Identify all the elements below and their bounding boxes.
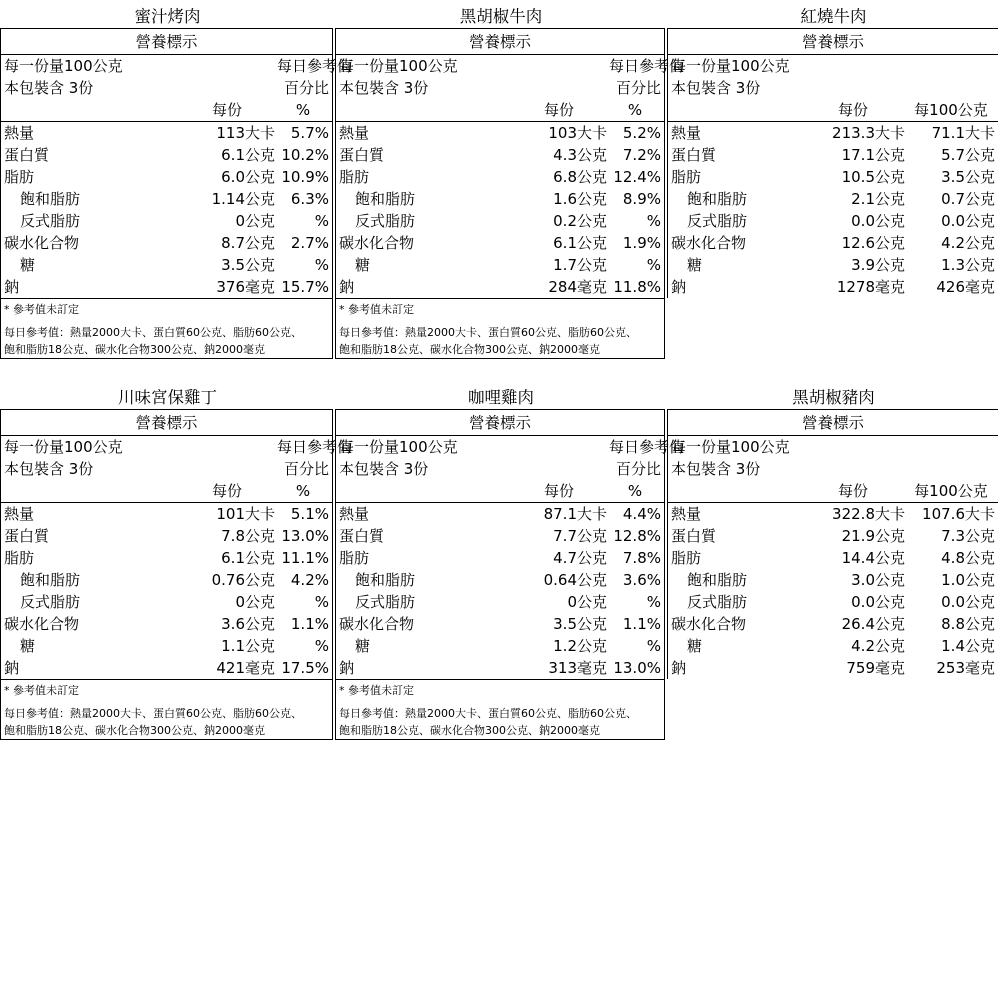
nutrient-row (1, 254, 332, 276)
nutrient-name: 碳水化合物 (4, 234, 80, 252)
footnote-line-1: 每日參考值：熱量2000大卡、蛋白質60公克、脂肪60公克、 (339, 707, 637, 720)
footnote-line-2: 飽和脂肪18公克、碳水化合物300公克、鈉2000毫克 (4, 724, 265, 737)
nutrient-value-second: % (646, 212, 661, 230)
nutrient-row (668, 613, 998, 635)
nutrient-value-serving: 87.1大卡 (543, 505, 607, 523)
nutrient-value-serving: 4.7公克 (553, 549, 607, 567)
nutrient-name: 鈉 (671, 278, 687, 296)
nutrient-name: 飽和脂肪 (355, 190, 416, 208)
nutrient-name: 脂肪 (4, 549, 35, 567)
nutrient-list (1, 503, 332, 679)
nutrient-value-serving: 284毫克 (548, 278, 607, 296)
servings-per-pack-label: 本包裝含 3份 (339, 79, 429, 97)
nutrient-value-second: 15.7% (281, 278, 329, 296)
column-header-per-serving: 每份 (543, 482, 574, 500)
nutrient-name: 脂肪 (671, 168, 702, 186)
nutrient-row (336, 276, 664, 298)
nutrient-name: 飽和脂肪 (355, 571, 416, 589)
serving-size-row (336, 55, 685, 77)
nutrient-value-second: 1.3公克 (941, 256, 995, 274)
nutrient-row (336, 166, 664, 188)
column-header-second: 每100公克 (914, 101, 988, 119)
nutrient-name: 反式脂肪 (355, 212, 416, 230)
nutrient-name: 熱量 (671, 505, 702, 523)
nutrient-row (336, 254, 664, 276)
nutrient-value-serving: 7.8公克 (221, 527, 275, 545)
column-header-row (336, 99, 664, 122)
serving-size-label: 每一份量100公克 (671, 438, 790, 456)
footnote-asterisk: * 參考值未訂定 (4, 684, 79, 697)
servings-per-pack-label: 本包裝含 3份 (671, 79, 761, 97)
column-header-row (668, 99, 998, 122)
nutrient-name: 反式脂肪 (355, 593, 416, 611)
nutrient-value-second: 0.7公克 (941, 190, 995, 208)
nutrient-value-serving: 0.0公克 (851, 593, 905, 611)
nutrient-value-serving: 14.4公克 (841, 549, 905, 567)
nutrient-value-second: % (646, 637, 661, 655)
footnote-line-2: 飽和脂肪18公克、碳水化合物300公克、鈉2000毫克 (339, 724, 600, 737)
nutrition-facts-heading: 營養標示 (668, 29, 998, 55)
nutrient-value-second: 6.3% (290, 190, 329, 208)
nutrient-value-serving: 113大卡 (216, 124, 275, 142)
daily-ref-label-top: 每日參考值 (277, 438, 353, 456)
nutrient-row (336, 525, 664, 547)
nutrient-value-second: 12.8% (613, 527, 661, 545)
nutrient-value-serving: 376毫克 (216, 278, 275, 296)
product-title: 黑胡椒豬肉 (792, 388, 875, 407)
nutrient-name: 鈉 (339, 278, 355, 296)
servings-per-pack-label: 本包裝含 3份 (4, 79, 94, 97)
nutrient-row (668, 525, 998, 547)
nutrient-value-second: 10.9% (281, 168, 329, 186)
nutrient-value-second: 10.2% (281, 146, 329, 164)
row-spacer (0, 359, 1000, 381)
nutrient-value-serving: 0.76公克 (211, 571, 275, 589)
nutrient-value-serving: 4.3公克 (553, 146, 607, 164)
nutrient-value-second: % (314, 593, 329, 611)
nutrition-facts-box (667, 409, 998, 679)
footnote-asterisk: * 參考值未訂定 (339, 303, 414, 316)
footnote-block (336, 298, 664, 358)
nutrient-row (336, 210, 664, 232)
nutrient-row (1, 657, 332, 679)
nutrient-row (1, 144, 332, 166)
nutrient-row (668, 232, 998, 254)
nutrition-facts-box (335, 28, 685, 359)
nutrient-name: 碳水化合物 (671, 234, 747, 252)
nutrient-name: 鈉 (4, 278, 20, 296)
column-header-second: % (627, 101, 643, 119)
column-header-per-serving: 每份 (211, 482, 242, 500)
nutrient-value-second: 11.1% (281, 549, 329, 567)
nutrition-facts-heading: 營養標示 (336, 29, 664, 55)
nutrient-row (336, 569, 664, 591)
nutrient-name: 碳水化合物 (339, 615, 415, 633)
nutrient-name: 飽和脂肪 (687, 190, 748, 208)
nutrient-name: 蛋白質 (339, 527, 385, 545)
nutrient-row (668, 547, 998, 569)
servings-per-pack-row (668, 77, 998, 99)
nutrient-row (1, 569, 332, 591)
nutrient-name: 飽和脂肪 (20, 571, 81, 589)
nutrient-name: 鈉 (339, 659, 355, 677)
nutrient-name: 糖 (687, 256, 703, 274)
nutrient-value-second: % (646, 593, 661, 611)
nutrient-value-second: 426毫克 (936, 278, 995, 296)
nutrient-value-serving: 2.1公克 (851, 190, 905, 208)
nutrient-value-serving: 1.2公克 (553, 637, 607, 655)
nutrient-value-second: % (314, 637, 329, 655)
servings-per-pack-row (336, 458, 664, 480)
nutrient-value-second: 7.3公克 (941, 527, 995, 545)
footnote-line-1: 每日參考值：熱量2000大卡、蛋白質60公克、脂肪60公克、 (339, 326, 637, 339)
nutrient-value-second: 13.0% (613, 659, 661, 677)
nutrient-value-serving: 6.1公克 (221, 549, 275, 567)
nutrient-row (1, 210, 332, 232)
nutrient-row (668, 276, 998, 298)
column-header-second: 每100公克 (914, 482, 988, 500)
nutrient-value-serving: 3.5公克 (221, 256, 275, 274)
nutrient-value-second: 13.0% (281, 527, 329, 545)
nutrient-value-serving: 0.64公克 (543, 571, 607, 589)
product-title: 紅燒牛肉 (800, 7, 867, 26)
nutrient-row (336, 635, 664, 657)
column-header-second: % (627, 482, 643, 500)
daily-ref-label-bottom: 百分比 (615, 460, 661, 478)
nutrient-row (1, 503, 332, 525)
servings-per-pack-row (336, 77, 664, 99)
nutrient-value-serving: 1.7公克 (553, 256, 607, 274)
nutrition-panel (0, 0, 353, 359)
nutrient-value-serving: 6.8公克 (553, 168, 607, 186)
nutrient-value-serving: 21.9公克 (841, 527, 905, 545)
nutrition-facts-box (0, 409, 353, 740)
nutrient-name: 碳水化合物 (339, 234, 415, 252)
nutrient-value-second: 7.8% (622, 549, 661, 567)
nutrition-facts-heading: 營養標示 (1, 29, 332, 55)
nutrient-name: 脂肪 (339, 549, 370, 567)
column-header-second: % (295, 101, 311, 119)
nutrient-name: 鈉 (671, 659, 687, 677)
nutrient-name: 糖 (355, 637, 371, 655)
nutrient-value-second: 0.0公克 (941, 593, 995, 611)
nutrient-value-second: 71.1大卡 (931, 124, 995, 142)
nutrient-value-serving: 6.1公克 (553, 234, 607, 252)
nutrient-value-second: 3.6% (622, 571, 661, 589)
nutrient-value-second: % (646, 256, 661, 274)
nutrient-value-second: 7.2% (622, 146, 661, 164)
nutrient-row (1, 635, 332, 657)
nutrient-value-serving: 421毫克 (216, 659, 275, 677)
nutrient-list (668, 503, 998, 679)
nutrient-name: 熱量 (671, 124, 702, 142)
nutrient-name: 蛋白質 (4, 527, 50, 545)
nutrition-facts-heading: 營養標示 (1, 410, 332, 436)
nutrition-panel (335, 381, 685, 740)
nutrient-value-second: 5.7% (290, 124, 329, 142)
nutrient-value-second: % (314, 256, 329, 274)
column-header-row (1, 99, 332, 122)
nutrient-value-serving: 213.3大卡 (832, 124, 905, 142)
nutrient-list (336, 503, 664, 679)
nutrient-row (336, 503, 664, 525)
column-header-per-serving: 每份 (837, 482, 868, 500)
serving-size-label: 每一份量100公克 (671, 57, 790, 75)
nutrient-row (1, 166, 332, 188)
column-header-per-serving: 每份 (211, 101, 242, 119)
nutrient-value-serving: 6.1公克 (221, 146, 275, 164)
nutrient-value-second: 253毫克 (936, 659, 995, 677)
column-header-row (1, 480, 332, 503)
nutrient-name: 蛋白質 (339, 146, 385, 164)
nutrient-name: 脂肪 (339, 168, 370, 186)
daily-ref-label-bottom: 百分比 (283, 460, 329, 478)
nutrient-value-serving: 0.0公克 (851, 212, 905, 230)
footnote-line-2: 飽和脂肪18公克、碳水化合物300公克、鈉2000毫克 (4, 343, 265, 356)
nutrient-row (668, 144, 998, 166)
nutrient-value-second: % (314, 212, 329, 230)
nutrient-value-serving: 17.1公克 (841, 146, 905, 164)
nutrient-name: 脂肪 (4, 168, 35, 186)
nutrient-row (1, 547, 332, 569)
nutrient-value-serving: 3.9公克 (851, 256, 905, 274)
nutrient-name: 反式脂肪 (687, 212, 748, 230)
footnote-block (336, 679, 664, 739)
nutrient-value-second: 4.8公克 (941, 549, 995, 567)
nutrient-value-serving: 103大卡 (548, 124, 607, 142)
nutrient-value-serving: 3.0公克 (851, 571, 905, 589)
nutrient-row (336, 232, 664, 254)
daily-ref-label-top: 每日參考值 (609, 438, 685, 456)
footnote-asterisk: * 參考值未訂定 (4, 303, 79, 316)
daily-ref-label-bottom: 百分比 (283, 79, 329, 97)
nutrient-value-second: 1.1% (290, 615, 329, 633)
serving-size-row (1, 55, 353, 77)
nutrient-value-second: 3.5公克 (941, 168, 995, 186)
nutrient-row (668, 635, 998, 657)
serving-size-row (336, 436, 685, 458)
serving-size-label: 每一份量100公克 (339, 57, 458, 75)
nutrient-value-serving: 1278毫克 (836, 278, 905, 296)
footnote-asterisk: * 參考值未訂定 (339, 684, 414, 697)
nutrition-panel (667, 0, 1000, 359)
nutrient-row (1, 122, 332, 144)
nutrient-value-second: 17.5% (281, 659, 329, 677)
label-row-1 (0, 0, 1000, 359)
nutrient-value-second: 1.1% (622, 615, 661, 633)
nutrient-row (668, 166, 998, 188)
nutrient-value-second: 1.4公克 (941, 637, 995, 655)
nutrient-row (336, 547, 664, 569)
nutrient-value-serving: 322.8大卡 (832, 505, 905, 523)
nutrient-name: 熱量 (4, 124, 35, 142)
nutrient-value-serving: 0公克 (235, 212, 275, 230)
nutrient-value-serving: 10.5公克 (841, 168, 905, 186)
footnote-block (1, 679, 332, 739)
nutrient-value-second: 4.2公克 (941, 234, 995, 252)
footnote-block (1, 298, 332, 358)
nutrient-value-second: 4.4% (622, 505, 661, 523)
column-header-per-serving: 每份 (543, 101, 574, 119)
nutrient-name: 熱量 (339, 505, 370, 523)
nutrient-value-serving: 1.6公克 (553, 190, 607, 208)
column-header-row (668, 480, 998, 503)
serving-size-label: 每一份量100公克 (339, 438, 458, 456)
nutrition-facts-heading: 營養標示 (668, 410, 998, 436)
nutrient-name: 蛋白質 (671, 527, 717, 545)
nutrient-name: 熱量 (4, 505, 35, 523)
nutrient-row (336, 613, 664, 635)
nutrition-facts-heading: 營養標示 (336, 410, 664, 436)
nutrient-value-second: 12.4% (613, 168, 661, 186)
nutrient-name: 蛋白質 (4, 146, 50, 164)
nutrient-value-second: 5.1% (290, 505, 329, 523)
nutrient-value-serving: 101大卡 (216, 505, 275, 523)
nutrient-row (1, 591, 332, 613)
nutrient-name: 糖 (687, 637, 703, 655)
nutrient-value-serving: 0公克 (567, 593, 607, 611)
nutrient-value-second: 0.0公克 (941, 212, 995, 230)
nutrient-list (336, 122, 664, 298)
serving-size-row (668, 55, 998, 77)
nutrient-value-serving: 759毫克 (846, 659, 905, 677)
nutrient-row (668, 503, 998, 525)
nutrient-value-serving: 3.5公克 (553, 615, 607, 633)
nutrition-panel (0, 381, 353, 740)
serving-size-label: 每一份量100公克 (4, 57, 123, 75)
nutrient-value-serving: 1.1公克 (221, 637, 275, 655)
servings-per-pack-row (1, 458, 332, 480)
daily-ref-label-bottom: 百分比 (615, 79, 661, 97)
nutrient-name: 飽和脂肪 (687, 571, 748, 589)
nutrient-name: 糖 (355, 256, 371, 274)
nutrient-row (668, 591, 998, 613)
nutrient-name: 脂肪 (671, 549, 702, 567)
nutrient-name: 蛋白質 (671, 146, 717, 164)
nutrition-panel (335, 0, 685, 359)
nutrient-row (1, 525, 332, 547)
nutrient-name: 糖 (20, 637, 36, 655)
nutrient-row (668, 210, 998, 232)
nutrient-row (668, 188, 998, 210)
servings-per-pack-label: 本包裝含 3份 (4, 460, 94, 478)
nutrient-row (336, 657, 664, 679)
nutrient-name: 碳水化合物 (671, 615, 747, 633)
nutrient-row (668, 122, 998, 144)
nutrient-value-second: 8.8公克 (941, 615, 995, 633)
nutrient-value-serving: 313毫克 (548, 659, 607, 677)
nutrient-name: 反式脂肪 (20, 593, 81, 611)
nutrient-value-serving: 0公克 (235, 593, 275, 611)
nutrient-row (668, 254, 998, 276)
nutrient-value-serving: 6.0公克 (221, 168, 275, 186)
nutrition-panel (667, 381, 1000, 740)
nutrient-row (1, 613, 332, 635)
nutrient-value-second: 5.7公克 (941, 146, 995, 164)
nutrient-row (336, 122, 664, 144)
column-header-per-serving: 每份 (837, 101, 868, 119)
nutrient-name: 反式脂肪 (20, 212, 81, 230)
nutrient-value-serving: 1.14公克 (211, 190, 275, 208)
nutrient-name: 鈉 (4, 659, 20, 677)
nutrient-value-serving: 3.6公克 (221, 615, 275, 633)
nutrient-value-second: 1.9% (622, 234, 661, 252)
nutrient-value-second: 11.8% (613, 278, 661, 296)
serving-size-label: 每一份量100公克 (4, 438, 123, 456)
servings-per-pack-label: 本包裝含 3份 (671, 460, 761, 478)
nutrition-facts-box (0, 28, 353, 359)
nutrient-name: 反式脂肪 (687, 593, 748, 611)
nutrient-name: 飽和脂肪 (20, 190, 81, 208)
label-row-2 (0, 381, 1000, 740)
nutrient-value-second: 5.2% (622, 124, 661, 142)
nutrient-value-second: 4.2% (290, 571, 329, 589)
nutrient-value-serving: 0.2公克 (553, 212, 607, 230)
nutrient-list (1, 122, 332, 298)
product-title: 川味宮保雞丁 (118, 388, 217, 407)
nutrient-value-second: 1.0公克 (941, 571, 995, 589)
nutrient-row (1, 232, 332, 254)
nutrition-facts-box (667, 28, 998, 298)
product-title: 蜜汁烤肉 (134, 7, 201, 26)
footnote-line-2: 飽和脂肪18公克、碳水化合物300公克、鈉2000毫克 (339, 343, 600, 356)
nutrient-value-second: 8.9% (622, 190, 661, 208)
nutrient-value-serving: 26.4公克 (841, 615, 905, 633)
footnote-line-1: 每日參考值：熱量2000大卡、蛋白質60公克、脂肪60公克、 (4, 326, 302, 339)
footnote-line-1: 每日參考值：熱量2000大卡、蛋白質60公克、脂肪60公克、 (4, 707, 302, 720)
nutrient-row (1, 188, 332, 210)
nutrient-value-serving: 7.7公克 (553, 527, 607, 545)
nutrient-row (668, 657, 998, 679)
servings-per-pack-label: 本包裝含 3份 (339, 460, 429, 478)
nutrient-value-serving: 8.7公克 (221, 234, 275, 252)
nutrient-value-second: 2.7% (290, 234, 329, 252)
nutrient-value-second: 107.6大卡 (922, 505, 995, 523)
nutrient-row (668, 569, 998, 591)
nutrient-value-serving: 4.2公克 (851, 637, 905, 655)
nutrient-row (336, 144, 664, 166)
serving-size-row (1, 436, 353, 458)
serving-size-row (668, 436, 998, 458)
nutrient-row (336, 188, 664, 210)
nutrient-list (668, 122, 998, 298)
daily-ref-label-top: 每日參考值 (277, 57, 353, 75)
nutrient-row (1, 276, 332, 298)
daily-ref-label-top: 每日參考值 (609, 57, 685, 75)
column-header-row (336, 480, 664, 503)
nutrient-row (336, 591, 664, 613)
product-title: 咖哩雞肉 (468, 388, 534, 407)
servings-per-pack-row (1, 77, 332, 99)
nutrition-facts-box (335, 409, 685, 740)
nutrient-name: 碳水化合物 (4, 615, 80, 633)
column-header-second: % (295, 482, 311, 500)
nutrient-value-serving: 12.6公克 (841, 234, 905, 252)
nutrient-name: 糖 (20, 256, 36, 274)
servings-per-pack-row (668, 458, 998, 480)
product-title: 黑胡椒牛肉 (459, 7, 543, 26)
nutrient-name: 熱量 (339, 124, 370, 142)
